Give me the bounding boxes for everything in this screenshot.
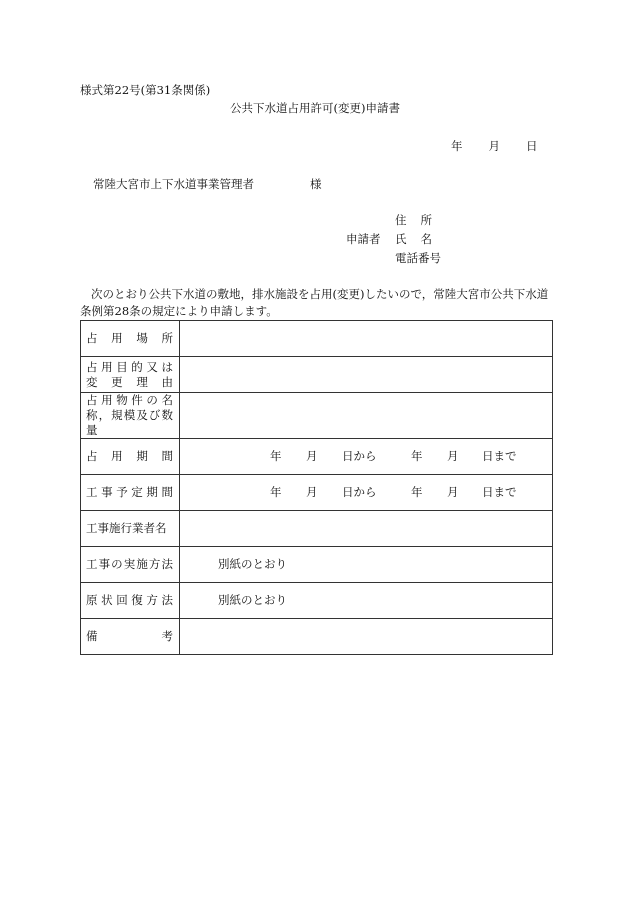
application-paragraph: 次のとおり公共下水道の敷地，排水施設を占用(変更)したいので，常陸大宮市公共下水道条例第28条の規定により申請します。	[80, 287, 549, 318]
period-from-year: 年	[270, 448, 282, 463]
field-purpose[interactable]	[180, 357, 553, 393]
form-number: 様式第22号(第31条関係)	[80, 83, 211, 97]
applicant-label: 申請者	[346, 232, 381, 246]
field-restoration[interactable]: 別紙のとおり	[180, 583, 553, 619]
label-contractor: 工事施行業者名	[81, 511, 180, 547]
table-row	[81, 357, 553, 393]
table-row	[81, 475, 553, 511]
applicant-name-char: 名	[420, 232, 432, 246]
table-row	[81, 547, 553, 583]
applicant-address	[395, 212, 432, 228]
field-location[interactable]	[180, 321, 553, 357]
label-period: 占 用 期 間	[81, 439, 180, 475]
date-month: 月	[488, 139, 500, 153]
date-year: 年	[451, 139, 463, 153]
construction-to-month: 月	[447, 484, 459, 499]
construction-to-day: 日まで	[482, 484, 517, 499]
applicant-phone: 電話番号	[395, 251, 441, 265]
addressee-name: 常陸大宮市上下水道事業管理者	[93, 177, 254, 191]
construction-from-day: 日から	[342, 484, 377, 499]
applicant-address-char: 所	[420, 213, 432, 227]
date-line	[451, 138, 538, 154]
applicant-address-char: 住	[395, 213, 407, 227]
label-construction-period: 工 事 予 定 期 間	[81, 475, 180, 511]
field-period[interactable]	[180, 439, 553, 475]
label-remarks: 備 考	[81, 619, 180, 655]
field-object[interactable]	[180, 393, 553, 439]
applicant-name-char: 氏	[395, 232, 407, 246]
construction-from-month: 月	[306, 484, 318, 499]
document-title: 公共下水道占用許可(変更)申請書	[230, 101, 400, 115]
label-purpose: 占 用 目 的 又 は 変 更 理 由	[81, 357, 180, 393]
label-restoration: 原 状 回 復 方 法	[81, 583, 180, 619]
addressee	[93, 176, 322, 192]
applicant-name	[395, 231, 432, 247]
table-row	[81, 583, 553, 619]
field-remarks[interactable]	[180, 619, 553, 655]
construction-from-year: 年	[270, 484, 282, 499]
period-to-year: 年	[411, 448, 423, 463]
construction-to-year: 年	[411, 484, 423, 499]
period-from-month: 月	[306, 448, 318, 463]
field-method[interactable]: 別紙のとおり	[180, 547, 553, 583]
addressee-honorific: 様	[310, 177, 322, 191]
table-row	[81, 439, 553, 475]
period-from-day: 日から	[342, 448, 377, 463]
table-row	[81, 321, 553, 357]
label-method: 工 事 の 実 施 方 法	[81, 547, 180, 583]
field-contractor[interactable]	[180, 511, 553, 547]
table-row	[81, 393, 553, 439]
application-table	[80, 320, 553, 655]
period-to-month: 月	[447, 448, 459, 463]
table-row	[81, 511, 553, 547]
label-object: 占 用 物 件 の 名 称 ， 規 模 及 び 数 量	[81, 393, 180, 439]
period-to-day: 日まで	[482, 448, 517, 463]
label-location: 占 用 場 所	[81, 321, 180, 357]
table-row	[81, 619, 553, 655]
date-day: 日	[526, 139, 538, 153]
field-construction-period[interactable]	[180, 475, 553, 511]
